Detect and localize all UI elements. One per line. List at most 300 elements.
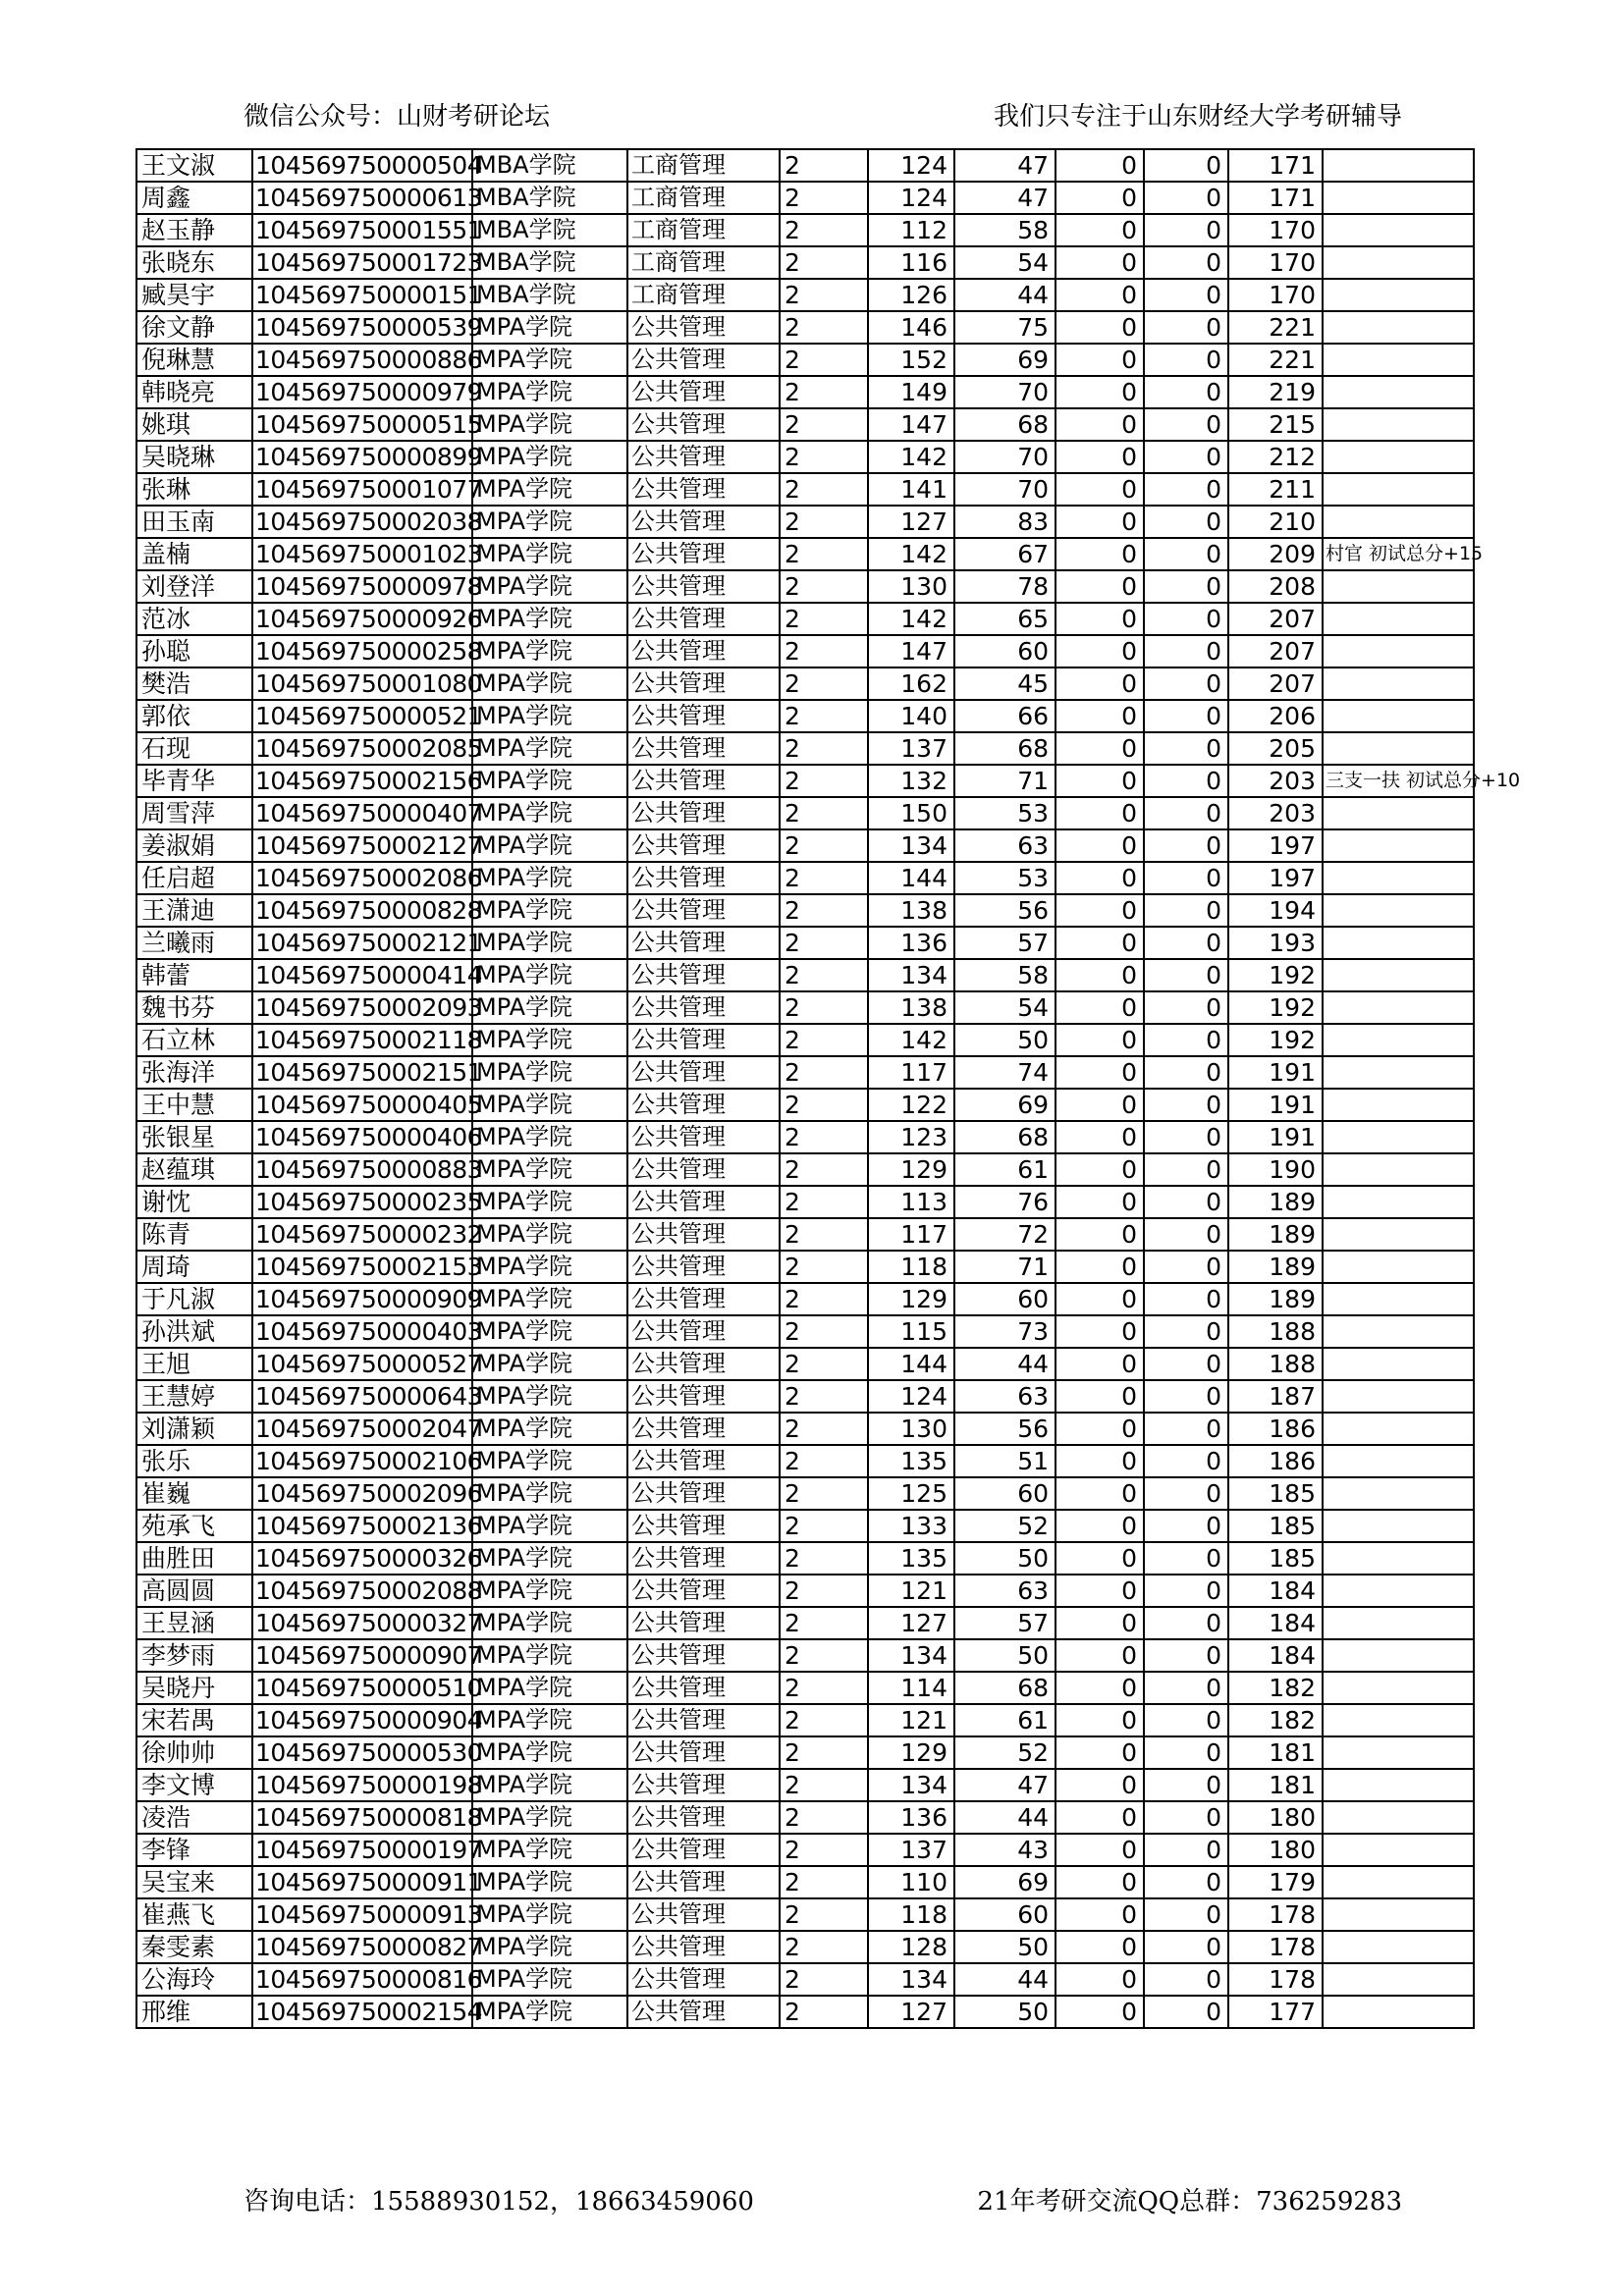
score4-cell: 0: [1144, 182, 1228, 214]
score1-cell: 124: [868, 149, 954, 182]
name-cell: 刘登洋: [136, 570, 252, 603]
major-cell: 公共管理: [627, 1413, 780, 1445]
table-row: [136, 894, 1474, 927]
exam-id-cell: 104569750000978: [252, 570, 472, 603]
score4-cell: 0: [1144, 603, 1228, 635]
major-cell: 公共管理: [627, 862, 780, 894]
major-cell: 公共管理: [627, 1672, 780, 1704]
score1-cell: 127: [868, 1996, 954, 2028]
score1-cell: 144: [868, 1348, 954, 1380]
exam-id-cell: 104569750002156: [252, 765, 472, 797]
type-cell: 2: [780, 700, 868, 732]
score2-cell: 68: [954, 1672, 1056, 1704]
exam-id-cell: 104569750001723: [252, 246, 472, 279]
total-cell: 194: [1228, 894, 1323, 927]
score1-cell: 134: [868, 1639, 954, 1672]
note-cell: [1323, 1769, 1474, 1801]
score4-cell: 0: [1144, 927, 1228, 959]
total-cell: 177: [1228, 1996, 1323, 2028]
college-cell: MPA学院: [472, 1056, 627, 1089]
college-cell: MPA学院: [472, 991, 627, 1024]
score4-cell: 0: [1144, 1704, 1228, 1736]
score4-cell: 0: [1144, 570, 1228, 603]
score4-cell: 0: [1144, 1996, 1228, 2028]
total-cell: 171: [1228, 182, 1323, 214]
college-cell: MPA学院: [472, 927, 627, 959]
score3-cell: 0: [1056, 1413, 1144, 1445]
name-cell: 田玉南: [136, 506, 252, 538]
note-cell: [1323, 1348, 1474, 1380]
score2-cell: 65: [954, 603, 1056, 635]
major-cell: 公共管理: [627, 538, 780, 570]
score4-cell: 0: [1144, 1542, 1228, 1575]
exam-id-cell: 104569750000904: [252, 1704, 472, 1736]
score2-cell: 63: [954, 1380, 1056, 1413]
exam-id-cell: 104569750000527: [252, 1348, 472, 1380]
total-cell: 191: [1228, 1121, 1323, 1153]
score3-cell: 0: [1056, 1672, 1144, 1704]
college-cell: MPA学院: [472, 959, 627, 991]
type-cell: 2: [780, 1186, 868, 1218]
score2-cell: 60: [954, 635, 1056, 667]
score2-cell: 56: [954, 1413, 1056, 1445]
exam-id-cell: 104569750000979: [252, 376, 472, 408]
major-cell: 公共管理: [627, 1251, 780, 1283]
score2-cell: 78: [954, 570, 1056, 603]
exam-id-cell: 104569750000899: [252, 441, 472, 473]
score2-cell: 50: [954, 1542, 1056, 1575]
total-cell: 188: [1228, 1348, 1323, 1380]
exam-id-cell: 104569750001551: [252, 214, 472, 246]
header-wechat-text: 微信公众号：山财考研论坛: [244, 102, 551, 132]
exam-id-cell: 104569750000926: [252, 603, 472, 635]
note-cell: [1323, 991, 1474, 1024]
score3-cell: 0: [1056, 441, 1144, 473]
major-cell: 公共管理: [627, 506, 780, 538]
score1-cell: 147: [868, 635, 954, 667]
score3-cell: 0: [1056, 635, 1144, 667]
note-cell: [1323, 506, 1474, 538]
total-cell: 180: [1228, 1801, 1323, 1834]
college-cell: MPA学院: [472, 1283, 627, 1315]
type-cell: 2: [780, 1380, 868, 1413]
exam-id-cell: 104569750002154: [252, 1996, 472, 2028]
exam-id-cell: 104569750000818: [252, 1801, 472, 1834]
table-row: [136, 570, 1474, 603]
name-cell: 倪琳慧: [136, 344, 252, 376]
major-cell: 公共管理: [627, 1898, 780, 1931]
table-row: [136, 1413, 1474, 1445]
name-cell: 徐帅帅: [136, 1736, 252, 1769]
college-cell: MPA学院: [472, 1963, 627, 1996]
score1-cell: 142: [868, 1024, 954, 1056]
score1-cell: 121: [868, 1575, 954, 1607]
total-cell: 207: [1228, 603, 1323, 635]
exam-id-cell: 104569750000515: [252, 408, 472, 441]
college-cell: MBA学院: [472, 279, 627, 311]
major-cell: 公共管理: [627, 1283, 780, 1315]
note-cell: [1323, 279, 1474, 311]
type-cell: 2: [780, 1769, 868, 1801]
major-cell: 公共管理: [627, 1380, 780, 1413]
table-row: [136, 603, 1474, 635]
name-cell: 兰曦雨: [136, 927, 252, 959]
exam-id-cell: 104569750002093: [252, 991, 472, 1024]
exam-id-cell: 104569750000235: [252, 1186, 472, 1218]
score4-cell: 0: [1144, 1510, 1228, 1542]
college-cell: MPA学院: [472, 1089, 627, 1121]
score2-cell: 44: [954, 279, 1056, 311]
note-cell: [1323, 1283, 1474, 1315]
exam-id-cell: 104569750000197: [252, 1834, 472, 1866]
name-cell: 毕青华: [136, 765, 252, 797]
score4-cell: 0: [1144, 473, 1228, 506]
exam-id-cell: 104569750002136: [252, 1510, 472, 1542]
score1-cell: 138: [868, 894, 954, 927]
score1-cell: 144: [868, 862, 954, 894]
note-cell: [1323, 1477, 1474, 1510]
score4-cell: 0: [1144, 829, 1228, 862]
score3-cell: 0: [1056, 376, 1144, 408]
score4-cell: 0: [1144, 538, 1228, 570]
score4-cell: 0: [1144, 1348, 1228, 1380]
total-cell: 181: [1228, 1736, 1323, 1769]
score1-cell: 135: [868, 1445, 954, 1477]
college-cell: MPA学院: [472, 1413, 627, 1445]
table-row: [136, 1380, 1474, 1413]
college-cell: MPA学院: [472, 311, 627, 344]
total-cell: 189: [1228, 1283, 1323, 1315]
exam-id-cell: 104569750000911: [252, 1866, 472, 1898]
exam-id-cell: 104569750000613: [252, 182, 472, 214]
score1-cell: 129: [868, 1153, 954, 1186]
score4-cell: 0: [1144, 1575, 1228, 1607]
table-row: [136, 1575, 1474, 1607]
score1-cell: 128: [868, 1931, 954, 1963]
note-cell: [1323, 667, 1474, 700]
score4-cell: 0: [1144, 1413, 1228, 1445]
name-cell: 张银星: [136, 1121, 252, 1153]
score4-cell: 0: [1144, 1639, 1228, 1672]
college-cell: MBA学院: [472, 149, 627, 182]
score3-cell: 0: [1056, 1380, 1144, 1413]
score3-cell: 0: [1056, 1251, 1144, 1283]
table-row: [136, 1963, 1474, 1996]
name-cell: 李梦雨: [136, 1639, 252, 1672]
type-cell: 2: [780, 1575, 868, 1607]
name-cell: 盖楠: [136, 538, 252, 570]
table-row: [136, 1931, 1474, 1963]
college-cell: MPA学院: [472, 1218, 627, 1251]
type-cell: 2: [780, 506, 868, 538]
score4-cell: 0: [1144, 214, 1228, 246]
major-cell: 公共管理: [627, 700, 780, 732]
college-cell: MPA学院: [472, 1639, 627, 1672]
name-cell: 张琳: [136, 473, 252, 506]
college-cell: MPA学院: [472, 1315, 627, 1348]
score2-cell: 70: [954, 473, 1056, 506]
score3-cell: 0: [1056, 1996, 1144, 2028]
table-row: [136, 1898, 1474, 1931]
score2-cell: 72: [954, 1218, 1056, 1251]
note-cell: [1323, 214, 1474, 246]
score2-cell: 45: [954, 667, 1056, 700]
score1-cell: 137: [868, 732, 954, 765]
type-cell: 2: [780, 1218, 868, 1251]
major-cell: 公共管理: [627, 1445, 780, 1477]
name-cell: 周琦: [136, 1251, 252, 1283]
name-cell: 姜淑娟: [136, 829, 252, 862]
major-cell: 公共管理: [627, 1963, 780, 1996]
total-cell: 211: [1228, 473, 1323, 506]
major-cell: 公共管理: [627, 408, 780, 441]
total-cell: 208: [1228, 570, 1323, 603]
score4-cell: 0: [1144, 344, 1228, 376]
table-row: [136, 1283, 1474, 1315]
type-cell: 2: [780, 927, 868, 959]
college-cell: MPA学院: [472, 1477, 627, 1510]
type-cell: 2: [780, 1283, 868, 1315]
score2-cell: 73: [954, 1315, 1056, 1348]
major-cell: 公共管理: [627, 1704, 780, 1736]
total-cell: 191: [1228, 1089, 1323, 1121]
major-cell: 公共管理: [627, 1348, 780, 1380]
table-row: [136, 765, 1474, 797]
score4-cell: 0: [1144, 1056, 1228, 1089]
score2-cell: 54: [954, 246, 1056, 279]
score1-cell: 130: [868, 1413, 954, 1445]
score2-cell: 61: [954, 1704, 1056, 1736]
type-cell: 2: [780, 1510, 868, 1542]
total-cell: 191: [1228, 1056, 1323, 1089]
score3-cell: 0: [1056, 667, 1144, 700]
score4-cell: 0: [1144, 246, 1228, 279]
major-cell: 公共管理: [627, 1639, 780, 1672]
name-cell: 张晓东: [136, 246, 252, 279]
score2-cell: 66: [954, 700, 1056, 732]
score1-cell: 122: [868, 1089, 954, 1121]
score4-cell: 0: [1144, 279, 1228, 311]
total-cell: 179: [1228, 1866, 1323, 1898]
score3-cell: 0: [1056, 1056, 1144, 1089]
type-cell: 2: [780, 1639, 868, 1672]
score4-cell: 0: [1144, 894, 1228, 927]
note-cell: 村官 初试总分+15: [1323, 538, 1474, 570]
name-cell: 孙聪: [136, 635, 252, 667]
exam-id-cell: 104569750000258: [252, 635, 472, 667]
name-cell: 韩晓亮: [136, 376, 252, 408]
note-cell: [1323, 1834, 1474, 1866]
major-cell: 公共管理: [627, 1769, 780, 1801]
score2-cell: 50: [954, 1639, 1056, 1672]
note-cell: [1323, 1024, 1474, 1056]
type-cell: 2: [780, 182, 868, 214]
score4-cell: 0: [1144, 991, 1228, 1024]
score3-cell: 0: [1056, 1186, 1144, 1218]
college-cell: MPA学院: [472, 1251, 627, 1283]
score4-cell: 0: [1144, 1963, 1228, 1996]
major-cell: 公共管理: [627, 1153, 780, 1186]
score2-cell: 70: [954, 441, 1056, 473]
major-cell: 公共管理: [627, 1834, 780, 1866]
score2-cell: 50: [954, 1931, 1056, 1963]
score4-cell: 0: [1144, 1024, 1228, 1056]
exam-id-cell: 104569750000643: [252, 1380, 472, 1413]
score1-cell: 129: [868, 1283, 954, 1315]
score4-cell: 0: [1144, 149, 1228, 182]
exam-id-cell: 104569750000414: [252, 959, 472, 991]
score4-cell: 0: [1144, 1801, 1228, 1834]
table-row: [136, 1996, 1474, 2028]
major-cell: 公共管理: [627, 376, 780, 408]
score2-cell: 44: [954, 1801, 1056, 1834]
score2-cell: 58: [954, 959, 1056, 991]
note-cell: [1323, 570, 1474, 603]
name-cell: 高圆圆: [136, 1575, 252, 1607]
score3-cell: 0: [1056, 1736, 1144, 1769]
score3-cell: 0: [1056, 538, 1144, 570]
name-cell: 王旭: [136, 1348, 252, 1380]
score1-cell: 152: [868, 344, 954, 376]
score4-cell: 0: [1144, 635, 1228, 667]
score1-cell: 117: [868, 1056, 954, 1089]
college-cell: MBA学院: [472, 182, 627, 214]
total-cell: 215: [1228, 408, 1323, 441]
note-cell: [1323, 1510, 1474, 1542]
name-cell: 樊浩: [136, 667, 252, 700]
type-cell: 2: [780, 1024, 868, 1056]
note-cell: [1323, 1996, 1474, 2028]
score3-cell: 0: [1056, 1898, 1144, 1931]
score1-cell: 150: [868, 797, 954, 829]
table-row: [136, 667, 1474, 700]
score4-cell: 0: [1144, 441, 1228, 473]
score3-cell: 0: [1056, 1283, 1144, 1315]
name-cell: 曲胜田: [136, 1542, 252, 1575]
table-row: [136, 635, 1474, 667]
table-row: [136, 732, 1474, 765]
college-cell: MBA学院: [472, 246, 627, 279]
score1-cell: 162: [868, 667, 954, 700]
note-cell: [1323, 862, 1474, 894]
score3-cell: 0: [1056, 732, 1144, 765]
type-cell: 2: [780, 1866, 868, 1898]
college-cell: MPA学院: [472, 473, 627, 506]
score3-cell: 0: [1056, 1704, 1144, 1736]
type-cell: 2: [780, 667, 868, 700]
college-cell: MPA学院: [472, 376, 627, 408]
exam-id-cell: 104569750002096: [252, 1477, 472, 1510]
note-cell: [1323, 894, 1474, 927]
table-row: [136, 829, 1474, 862]
exam-id-cell: 104569750000407: [252, 797, 472, 829]
score4-cell: 0: [1144, 862, 1228, 894]
name-cell: 谢忱: [136, 1186, 252, 1218]
score2-cell: 69: [954, 344, 1056, 376]
score1-cell: 129: [868, 1736, 954, 1769]
score2-cell: 47: [954, 182, 1056, 214]
score3-cell: 0: [1056, 149, 1144, 182]
score3-cell: 0: [1056, 894, 1144, 927]
score4-cell: 0: [1144, 1445, 1228, 1477]
college-cell: MPA学院: [472, 1121, 627, 1153]
name-cell: 王慧婷: [136, 1380, 252, 1413]
score2-cell: 74: [954, 1056, 1056, 1089]
major-cell: 公共管理: [627, 1542, 780, 1575]
type-cell: 2: [780, 214, 868, 246]
name-cell: 张乐: [136, 1445, 252, 1477]
score4-cell: 0: [1144, 376, 1228, 408]
note-cell: [1323, 1607, 1474, 1639]
total-cell: 221: [1228, 344, 1323, 376]
type-cell: 2: [780, 603, 868, 635]
table-row: [136, 1510, 1474, 1542]
type-cell: 2: [780, 1445, 868, 1477]
score4-cell: 0: [1144, 1607, 1228, 1639]
score1-cell: 134: [868, 959, 954, 991]
total-cell: 203: [1228, 765, 1323, 797]
table-row: [136, 214, 1474, 246]
major-cell: 公共管理: [627, 1024, 780, 1056]
score1-cell: 123: [868, 1121, 954, 1153]
table-row: [136, 1251, 1474, 1283]
score-table-body: [136, 149, 1521, 2028]
name-cell: 范冰: [136, 603, 252, 635]
type-cell: 2: [780, 1542, 868, 1575]
major-cell: 公共管理: [627, 441, 780, 473]
score4-cell: 0: [1144, 797, 1228, 829]
score3-cell: 0: [1056, 1931, 1144, 1963]
score3-cell: 0: [1056, 991, 1144, 1024]
exam-id-cell: 104569750002118: [252, 1024, 472, 1056]
score2-cell: 47: [954, 1769, 1056, 1801]
score2-cell: 53: [954, 862, 1056, 894]
major-cell: 公共管理: [627, 667, 780, 700]
score2-cell: 68: [954, 408, 1056, 441]
score-table: [135, 148, 1521, 2029]
name-cell: 凌浩: [136, 1801, 252, 1834]
table-row: [136, 1639, 1474, 1672]
exam-id-cell: 104569750002151: [252, 1056, 472, 1089]
table-row: [136, 1121, 1474, 1153]
score2-cell: 69: [954, 1866, 1056, 1898]
name-cell: 刘潇颖: [136, 1413, 252, 1445]
name-cell: 任启超: [136, 862, 252, 894]
table-row: [136, 506, 1474, 538]
note-cell: [1323, 1089, 1474, 1121]
type-cell: 2: [780, 538, 868, 570]
score3-cell: 0: [1056, 1218, 1144, 1251]
name-cell: 王昱涵: [136, 1607, 252, 1639]
note-cell: [1323, 1542, 1474, 1575]
table-row: [136, 1056, 1474, 1089]
score1-cell: 137: [868, 1834, 954, 1866]
note-cell: [1323, 1931, 1474, 1963]
exam-id-cell: 104569750002127: [252, 829, 472, 862]
score1-cell: 115: [868, 1315, 954, 1348]
major-cell: 公共管理: [627, 311, 780, 344]
name-cell: 公海玲: [136, 1963, 252, 1996]
total-cell: 178: [1228, 1898, 1323, 1931]
score4-cell: 0: [1144, 667, 1228, 700]
score4-cell: 0: [1144, 311, 1228, 344]
table-row: [136, 1024, 1474, 1056]
type-cell: 2: [780, 1898, 868, 1931]
name-cell: 姚琪: [136, 408, 252, 441]
exam-id-cell: 104569750000816: [252, 1963, 472, 1996]
type-cell: 2: [780, 1251, 868, 1283]
major-cell: 公共管理: [627, 797, 780, 829]
